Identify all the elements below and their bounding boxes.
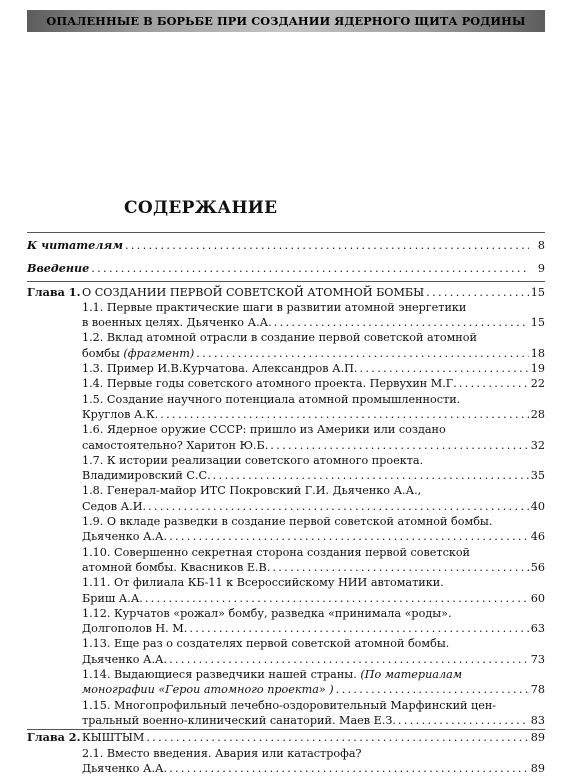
toc-label: К читателям — [27, 238, 123, 252]
divider — [27, 281, 545, 282]
leader-dots — [274, 315, 529, 330]
page-number: 78 — [530, 683, 545, 697]
toc-line: бомбы — [82, 346, 120, 360]
toc-line: атомной бомбы. Квасников Е.В. — [82, 560, 271, 574]
leader-dots — [426, 285, 529, 300]
page-number: 19 — [530, 362, 545, 376]
leader-dots — [125, 238, 529, 253]
toc-entry-1-2[interactable] — [27, 330, 545, 361]
toc-entry-chapter-2[interactable] — [27, 730, 545, 745]
page-number: 32 — [530, 438, 545, 452]
chapter-title: КЫШТЫМ — [82, 731, 145, 745]
toc-note: монографии «Герои атомного проекта» ) — [82, 683, 334, 697]
page-number: 56 — [530, 560, 545, 574]
toc-note: (По материалам — [360, 668, 463, 682]
toc-line: 1.12. Курчатов «рожал» бомбу, разведка «принимала «роды». — [82, 606, 452, 620]
toc-line: тральный военно-клинический санаторий. Маев Е.З. — [82, 713, 396, 727]
page-number: 28 — [530, 407, 545, 421]
toc-label: 1.3. Пример И.В.Курчатова. Александров А.П. — [82, 362, 358, 376]
chapter-title: О СОЗДАНИИ ПЕРВОЙ СОВЕТСКОЙ АТОМНОЙ БОМБЫ — [82, 285, 425, 299]
toc-entry-1-11[interactable] — [27, 575, 545, 606]
toc-line: Дьяченко А.А. — [82, 652, 168, 666]
page-number: 15 — [530, 285, 545, 299]
leader-dots — [160, 407, 529, 422]
toc-line: в военных целях. Дьяченко А.А. — [82, 316, 272, 330]
toc-line: 1.2. Вклад атомной отрасли в создание первой советской атомной — [82, 331, 477, 345]
page-number: 9 — [537, 262, 545, 276]
toc-entry-1-14[interactable] — [27, 667, 545, 698]
toc-line: 1.15. Многопрофильный лечебно-оздоровительный Марфинский цен- — [82, 698, 497, 712]
toc-entry-1-1[interactable] — [27, 300, 545, 331]
page-number: 89 — [530, 731, 545, 745]
toc-entry-1-8[interactable] — [27, 483, 545, 514]
toc-entry-1-13[interactable] — [27, 636, 545, 667]
toc-line: Владимировский С.С. — [82, 469, 211, 483]
page-title: СОДЕРЖАНИЕ — [124, 198, 278, 218]
page-number: 15 — [530, 316, 545, 330]
leader-dots — [270, 438, 529, 453]
leader-dots — [169, 529, 529, 544]
page-number: 46 — [530, 530, 545, 544]
toc-line: 1.7. К истории реализации советского атомного проекта. — [82, 453, 424, 467]
toc-line: 1.8. Генерал-майор ИТС Покровский Г.И. Дьяченко А.А., — [82, 484, 422, 498]
leader-dots — [398, 713, 529, 728]
toc-line: Круглов А.К. — [82, 407, 159, 421]
toc-line: 1.14. Выдающиеся разведчики нашей страны. — [82, 668, 357, 682]
toc-line: 1.6. Ядерное оружие СССР: пришло из Америки или создано — [82, 423, 446, 437]
table-of-contents — [27, 238, 545, 776]
toc-line: 1.5. Создание научного потенциала атомной промышленности. — [82, 392, 461, 406]
toc-line: Дьяченко А.А. — [82, 530, 168, 544]
toc-line: 2.1. Вместо введения. Авария или катастрофа? — [82, 746, 362, 760]
leader-dots — [213, 468, 529, 483]
page-number: 22 — [530, 377, 545, 391]
toc-entry-1-12[interactable] — [27, 606, 545, 637]
leader-dots — [145, 591, 529, 606]
page-number: 60 — [530, 591, 545, 605]
page-number: 8 — [537, 239, 545, 252]
leader-dots — [459, 376, 529, 391]
toc-line: 1.10. Совершенно секретная сторона создания первой советской — [82, 545, 471, 559]
toc-note: (фрагмент) — [123, 346, 195, 360]
leader-dots — [148, 499, 529, 514]
leader-dots — [359, 361, 528, 376]
toc-line: 1.13. Еще раз о создателях первой советской атомной бомбы. — [82, 637, 450, 651]
toc-line: 1.1. Первые практические шаги в развитии атомной энергетики — [82, 300, 467, 314]
leader-dots — [336, 682, 529, 697]
leader-dots — [169, 761, 529, 776]
page-number: 63 — [530, 622, 545, 636]
divider — [27, 729, 545, 730]
toc-line: Бриш А.А. — [82, 591, 143, 605]
leader-dots — [189, 621, 528, 636]
leader-dots — [196, 346, 529, 361]
toc-entry-1-5[interactable] — [27, 392, 545, 423]
toc-entry-to-readers[interactable] — [27, 238, 545, 253]
leader-dots — [146, 730, 528, 745]
toc-entry-intro[interactable] — [27, 261, 545, 276]
page-number: 18 — [530, 346, 545, 360]
page-number: 83 — [530, 713, 545, 727]
toc-entry-1-6[interactable] — [27, 422, 545, 453]
toc-entry-1-15[interactable] — [27, 698, 545, 729]
leader-dots — [91, 261, 529, 276]
toc-entry-1-7[interactable] — [27, 453, 545, 484]
toc-line: 1.9. О вкладе разведки в создание первой советской атомной бомбы. — [82, 515, 493, 529]
toc-line: 1.11. От филиала КБ-11 к Всероссийскому НИИ автоматики. — [82, 576, 444, 590]
leader-dots — [272, 560, 528, 575]
toc-entry-chapter-1[interactable] — [27, 285, 545, 300]
leader-dots — [169, 652, 529, 667]
toc-line: самостоятельно? Харитон Ю.Б. — [82, 438, 269, 452]
toc-entry-1-10[interactable] — [27, 545, 545, 576]
toc-entry-2-1[interactable] — [27, 746, 545, 777]
toc-entry-1-3[interactable] — [27, 361, 545, 376]
page-number: 40 — [530, 499, 545, 513]
toc-line: Седов А.И. — [82, 499, 147, 513]
divider — [27, 232, 545, 233]
page-number: 89 — [530, 761, 545, 775]
toc-label: 1.4. Первые годы советского атомного проекта. Первухин М.Г. — [82, 377, 457, 391]
toc-line: Долгополов Н. М. — [82, 622, 188, 636]
toc-label: Введение — [27, 261, 90, 276]
page-number: 35 — [530, 469, 545, 483]
toc-entry-1-9[interactable] — [27, 514, 545, 545]
page-number: 73 — [530, 652, 545, 666]
toc-entry-1-4[interactable] — [27, 376, 545, 391]
chapter-prefix: Глава 1. — [27, 284, 81, 299]
running-header: ОПАЛЕННЫЕ В БОРЬБЕ ПРИ СОЗДАНИИ ЯДЕРНОГО ЩИТА РОДИНЫ — [27, 10, 545, 32]
chapter-prefix: Глава 2. — [27, 730, 81, 745]
toc-line: Дьяченко А.А. — [82, 761, 168, 775]
